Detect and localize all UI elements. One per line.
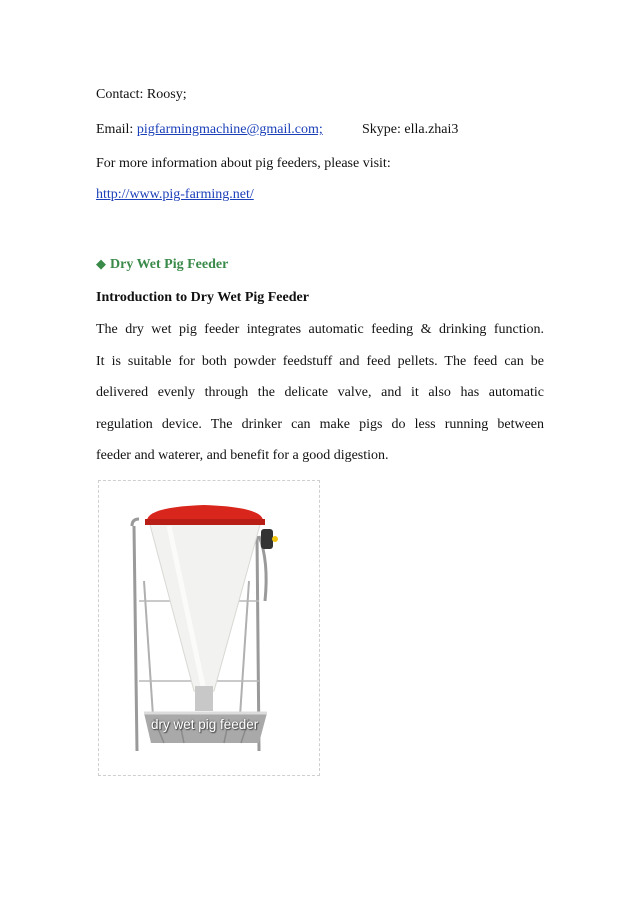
photo-caption: dry wet pig feeder <box>151 717 259 732</box>
info-line: For more information about pig feeders, please visit: <box>96 156 391 171</box>
email-line <box>96 121 323 139</box>
section-title: Dry Wet Pig Feeder <box>110 257 229 272</box>
intro-paragraph <box>96 321 544 479</box>
diamond-bullet-icon: ◆ <box>96 256 106 271</box>
contact-line: Contact: Roosy; <box>96 87 187 102</box>
paragraph-line: delivered evenly through the delicate valve, and it also has automatic <box>96 385 544 400</box>
paragraph-line: It is suitable for both powder feedstuff and feed pellets. The feed can be <box>96 353 544 369</box>
website-link[interactable]: http://www.pig-farming.net/ <box>96 187 254 202</box>
email-link[interactable]: pigfarmingmachine@gmail.com; <box>136 122 323 137</box>
dry-wet-feeder-illustration <box>99 481 321 777</box>
email-label: Email: <box>96 122 137 137</box>
feeder-photo <box>98 480 320 776</box>
website-link-line <box>96 186 254 204</box>
skype-text: Skype: ella.zhai3 <box>362 122 459 137</box>
paragraph-line: The dry wet pig feeder integrates automatic feeding & drinking function. <box>96 322 544 337</box>
paragraph-line: regulation device. The drinker can make pigs do less running between <box>96 416 544 432</box>
section-heading <box>96 255 228 274</box>
section-subtitle: Introduction to Dry Wet Pig Feeder <box>96 290 309 305</box>
paragraph-line: feeder and waterer, and benefit for a good digestion. <box>96 448 389 463</box>
